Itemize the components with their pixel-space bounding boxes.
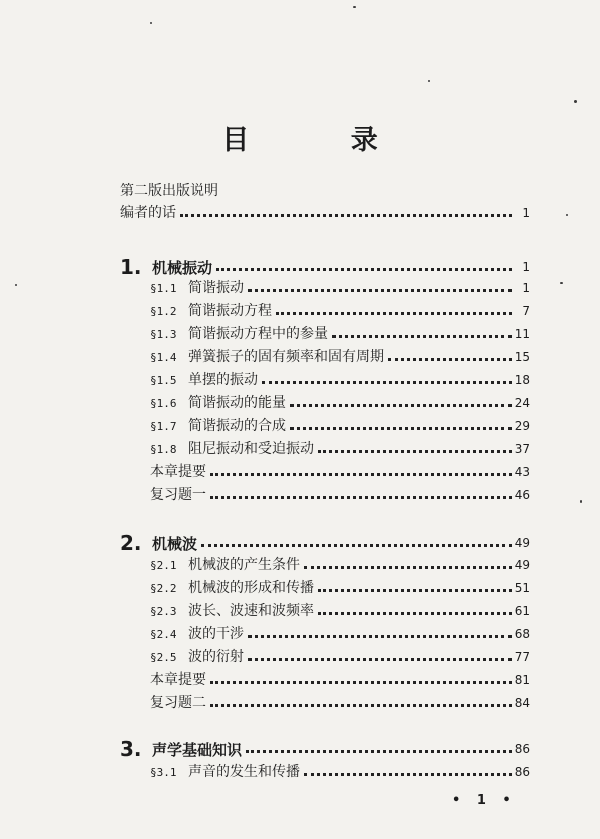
toc-entry	[150, 322, 530, 346]
section-number: §1.7	[150, 419, 177, 433]
front-matter-label: 编者的话	[120, 205, 176, 221]
section-title: 简谐振动的合成	[188, 418, 286, 434]
toc-entry	[150, 760, 530, 784]
toc-entry	[150, 691, 530, 715]
page-number: 1	[522, 206, 530, 220]
section-title: 单摆的振动	[188, 372, 258, 388]
toc-entry	[150, 368, 530, 392]
page-number: 68	[514, 627, 530, 641]
leader-dots	[210, 472, 512, 476]
toc-entry	[150, 414, 530, 438]
section-number: §1.1	[150, 281, 177, 295]
leader-dots	[318, 588, 512, 592]
leader-dots	[290, 403, 512, 407]
section-title: 波的干涉	[188, 626, 244, 642]
leader-dots	[216, 267, 512, 271]
toc-entry	[150, 391, 530, 415]
toc-entry	[150, 622, 530, 646]
page-number: 77	[514, 650, 530, 664]
section-title: 本章提要	[150, 672, 206, 688]
scan-speck	[353, 6, 356, 8]
scan-speck	[574, 100, 577, 103]
scan-speck	[15, 284, 17, 286]
section-number: §1.2	[150, 304, 177, 318]
page-number: 18	[514, 373, 530, 387]
section-title: 机械波的形成和传播	[188, 580, 314, 596]
section-number: §1.8	[150, 442, 177, 456]
chapter-title: 机械波	[152, 534, 198, 553]
leader-dots	[332, 334, 512, 338]
toc-entry	[150, 576, 530, 600]
section-title: 复习题二	[150, 695, 206, 711]
page-number: 86	[514, 765, 530, 779]
toc-entry	[150, 553, 530, 577]
page-number: 49	[514, 536, 530, 550]
leader-dots	[262, 380, 512, 384]
leader-dots	[201, 543, 512, 547]
section-number: §2.1	[150, 558, 177, 572]
leader-dots	[210, 495, 512, 499]
toc-entry	[150, 483, 530, 507]
section-title: 简谐振动方程	[188, 303, 272, 319]
scan-speck	[566, 214, 568, 216]
section-title: 波的衍射	[188, 649, 244, 665]
section-number: §2.3	[150, 604, 177, 618]
page-number: 43	[514, 465, 530, 479]
section-number: §1.5	[150, 373, 177, 387]
page-number: 15	[514, 350, 530, 364]
page-number: 84	[514, 696, 530, 710]
leader-dots	[290, 426, 512, 430]
leader-dots	[304, 772, 512, 776]
page-folio: • 1 •	[452, 793, 517, 808]
leader-dots	[248, 634, 512, 638]
toc-entry	[150, 599, 530, 623]
page-title: 目 录	[222, 125, 424, 156]
toc-entry	[150, 345, 530, 369]
page-number: 46	[514, 488, 530, 502]
section-number: §1.3	[150, 327, 177, 341]
page-number: 61	[514, 604, 530, 618]
section-title: 机械波的产生条件	[188, 557, 300, 573]
front-matter-item	[120, 201, 530, 225]
leader-dots	[210, 703, 512, 707]
leader-dots	[248, 657, 512, 661]
chapter-title: 机械振动	[152, 258, 213, 277]
section-number: §3.1	[150, 765, 177, 779]
leader-dots	[248, 288, 512, 292]
section-number: §2.5	[150, 650, 177, 664]
section-number: §2.4	[150, 627, 177, 641]
scan-speck	[560, 282, 563, 284]
chapter-title: 声学基础知识	[152, 740, 243, 759]
leader-dots	[318, 611, 512, 615]
section-number: §1.4	[150, 350, 177, 364]
section-title: 弹簧振子的固有频率和固有周期	[188, 349, 384, 365]
page-number: 81	[514, 673, 530, 687]
page-number: 49	[514, 558, 530, 572]
toc-entry	[150, 645, 530, 669]
leader-dots	[388, 357, 512, 361]
page-number: 86	[514, 742, 530, 756]
chapter-number: 1.	[120, 255, 142, 279]
leader-dots	[276, 311, 512, 315]
chapter-number: 2.	[120, 531, 142, 555]
toc-entry	[150, 276, 530, 300]
scan-speck	[150, 22, 152, 24]
page-number: 1	[522, 260, 530, 274]
toc-entry	[150, 437, 530, 461]
page-number: 11	[514, 327, 530, 341]
section-number: §1.6	[150, 396, 177, 410]
toc-entry	[150, 668, 530, 692]
section-number: §2.2	[150, 581, 177, 595]
chapter-number: 3.	[120, 737, 142, 761]
section-title: 简谐振动的能量	[188, 395, 286, 411]
section-title: 复习题一	[150, 487, 206, 503]
section-title: 本章提要	[150, 464, 206, 480]
section-title: 声音的发生和传播	[188, 764, 300, 780]
page-number: 51	[514, 581, 530, 595]
page-number: 7	[522, 304, 530, 318]
page-number: 37	[514, 442, 530, 456]
section-title: 简谐振动方程中的参量	[188, 326, 328, 342]
page-number: 29	[514, 419, 530, 433]
page-number: 1	[522, 281, 530, 295]
chapter-heading	[120, 736, 530, 762]
front-matter-label: 第二版出版说明	[120, 183, 218, 199]
scan-speck	[580, 500, 582, 503]
section-title: 波长、波速和波频率	[188, 603, 314, 619]
toc-entry	[150, 299, 530, 323]
front-matter-item	[120, 180, 218, 200]
page-number: 24	[514, 396, 530, 410]
section-title: 阻尼振动和受迫振动	[188, 441, 314, 457]
leader-dots	[246, 749, 512, 753]
scan-speck	[428, 80, 430, 82]
leader-dots	[304, 565, 512, 569]
toc-entry	[150, 460, 530, 484]
leader-dots	[210, 680, 512, 684]
leader-dots	[318, 449, 512, 453]
leader-dots	[180, 213, 512, 217]
section-title: 简谐振动	[188, 280, 244, 296]
